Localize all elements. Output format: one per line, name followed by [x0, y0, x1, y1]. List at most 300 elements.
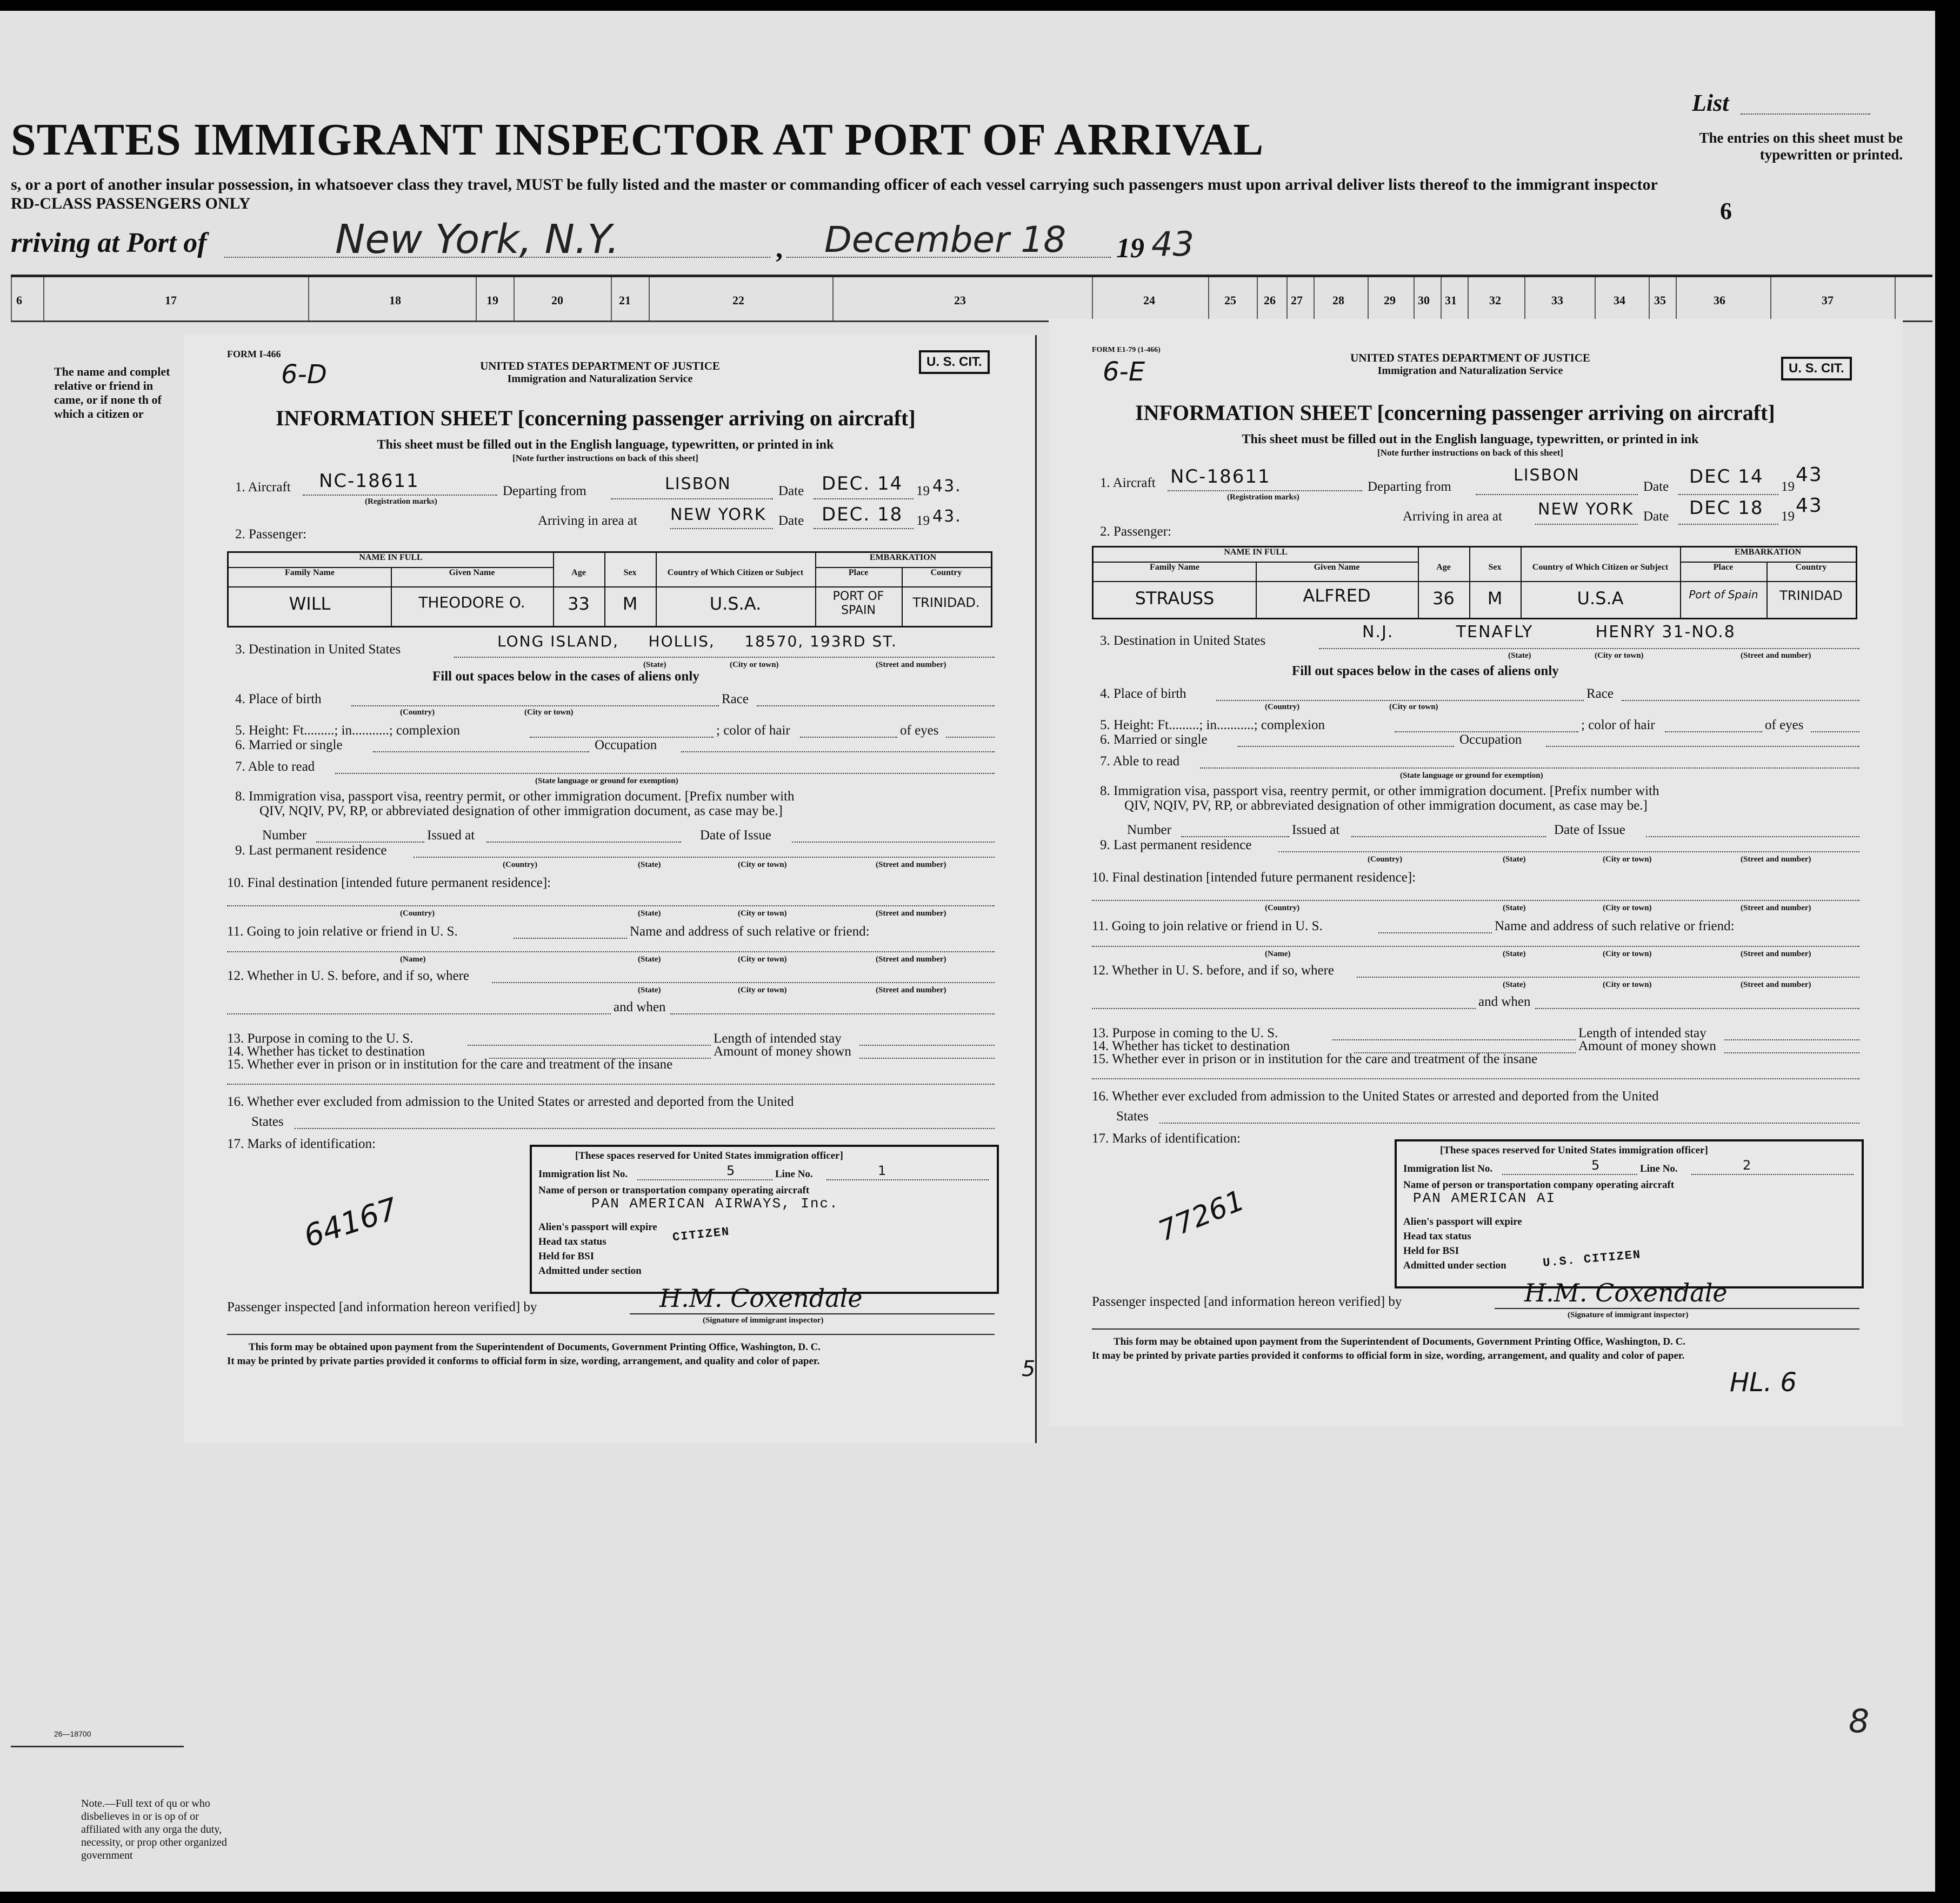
prison-line [1092, 1078, 1859, 1079]
dest-street-caption: (Street and number) [1741, 651, 1811, 660]
number-label: Number [1127, 823, 1171, 837]
col-31: 31 [1445, 293, 1457, 307]
given-name-value: ALFRED [1303, 585, 1371, 606]
sheet-subtitle: This sheet must be filled out in the English language, typewritten, or printed in ink [1242, 432, 1699, 446]
height-label: 5. Height: Ft.........; in...........; complexion [1100, 718, 1325, 732]
excluded-line-1: 16. Whether ever excluded from admission to the United States or arrested and deported from the United [227, 1094, 794, 1109]
given-name-header: Given Name [449, 568, 495, 577]
join-name-label: Name and address of such relative or friend: [630, 924, 870, 939]
date-label: Date [1643, 479, 1669, 494]
col-17: 17 [165, 293, 177, 307]
officer-box-header: [These spaces reserved for United States immigration officer] [1440, 1145, 1708, 1156]
sheet-subtitle: This sheet must be filled out in the English language, typewritten, or printed in ink [377, 438, 834, 452]
aircraft-line [303, 495, 497, 496]
form-annotation: 6-E [1103, 357, 1145, 387]
issue-date-line [792, 842, 995, 843]
length-line [1724, 1039, 1859, 1040]
depart-year: 43. [932, 477, 962, 496]
admitted-label: Admitted under section [1403, 1260, 1506, 1271]
year-prefix: 19 [916, 484, 930, 498]
prison-label: 15. Whether ever in prison or in institution for the care and treatment of the insane [227, 1057, 673, 1072]
residence-city-caption: (City or town) [738, 860, 787, 869]
bsi-label: Held for BSI [1403, 1245, 1459, 1257]
citizenship-header: Country of Which Citizen or Subject [667, 568, 804, 577]
embark-place-value: PORT OF SPAIN [832, 590, 884, 617]
list-no-value: 5 [726, 1163, 735, 1178]
join-street-caption: (Street and number) [1741, 950, 1811, 958]
join-name-label: Name and address of such relative or friend: [1495, 919, 1735, 933]
destination-value: N.J. TENAFLY HENRY 31-NO.8 [1362, 623, 1736, 642]
birth-label: 4. Place of birth [235, 692, 322, 706]
departing-line [611, 498, 773, 499]
embarkation-header: EMBARKATION [815, 553, 991, 568]
us-cit-badge: U. S. CIT. [1781, 357, 1852, 380]
before-city-caption: (City or town) [1603, 980, 1652, 989]
final-city-caption: (City or town) [1603, 904, 1652, 912]
join-name-caption: (Name) [1265, 950, 1291, 958]
issued-label: Issued at [427, 828, 475, 843]
before-label: 12. Whether in U. S. before, and if so, where [227, 969, 470, 983]
country-header: Country [1795, 563, 1827, 572]
signature-caption: (Signature of immigrant inspector) [703, 1316, 824, 1325]
before-state-caption: (State) [638, 986, 661, 994]
col-33: 33 [1551, 293, 1563, 307]
before-line [492, 982, 995, 983]
arriving-line [670, 528, 773, 529]
eyes-line [946, 737, 995, 738]
inspector-signature: H.M. Coxendale [1524, 1278, 1728, 1307]
list-label: List [1692, 90, 1729, 116]
birth-city-caption: (City or town) [524, 708, 574, 717]
eyes-label: of eyes [900, 723, 939, 738]
join-state-caption: (State) [1503, 950, 1526, 958]
marks-label: 17. Marks of identification: [1092, 1131, 1241, 1146]
company-value: PAN AMERICAN AI [1413, 1190, 1556, 1206]
occupation-label: Occupation [1459, 732, 1522, 747]
inspector-signature: H.M. Coxendale [659, 1284, 863, 1313]
aircraft-label: 1. Aircraft [1100, 476, 1156, 490]
col-25: 25 [1224, 293, 1236, 307]
length-label: Length of intended stay [714, 1031, 842, 1046]
arrive-date-line [814, 528, 914, 529]
destination-line [454, 657, 995, 658]
hair-label: ; color of hair [716, 723, 790, 738]
aircraft-value: NC-18611 [1170, 466, 1271, 488]
aliens-only-heading: Fill out spaces below in the cases of aliens only [432, 669, 699, 684]
before-label: 12. Whether in U. S. before, and if so, where [1092, 963, 1335, 978]
depart-date-line [1678, 494, 1778, 495]
when-line [1535, 1008, 1859, 1009]
excluded-line-2: States [251, 1114, 284, 1129]
final-street-caption: (Street and number) [1741, 904, 1811, 912]
dest-state-caption: (State) [1508, 651, 1531, 660]
before-street-caption: (Street and number) [1741, 980, 1811, 989]
col-19: 19 [486, 293, 498, 307]
arrive-date-line [1678, 524, 1778, 525]
age-value: 36 [1432, 588, 1455, 609]
port-value: New York, N.Y. [335, 216, 619, 263]
footer-line-2: It may be printed by private parties provided it conforms to official form in size, wording, arrangement, and quality and color of paper. [1092, 1350, 1685, 1361]
family-name-value: WILL [289, 593, 331, 614]
ticket-label: 14. Whether has ticket to destination [227, 1044, 425, 1059]
hair-label: ; color of hair [1581, 718, 1655, 732]
before-street-caption: (Street and number) [876, 986, 946, 994]
form-number: FORM E1-79 (1-466) [1092, 346, 1161, 354]
residence-street-caption: (Street and number) [1741, 855, 1811, 864]
aircraft-value: NC-18611 [319, 470, 419, 492]
residence-line [414, 857, 995, 858]
residence-state-caption: (State) [1503, 855, 1526, 864]
embark-place-value: Port of Spain [1689, 588, 1758, 601]
aircraft-line [1168, 490, 1362, 491]
age-header: Age [1436, 563, 1451, 572]
length-label: Length of intended stay [1578, 1026, 1706, 1040]
number-label: Number [262, 828, 306, 843]
list-no-line [1502, 1174, 1637, 1175]
money-label: Amount of money shown [1578, 1039, 1716, 1053]
citizen-stamp: CITIZEN [671, 1225, 731, 1245]
excluded-line-1: 16. Whether ever excluded from admission to the United States or arrested and deported from the United [1092, 1089, 1659, 1104]
money-line [1724, 1052, 1859, 1053]
left-column-note: The name and complet relative or friend in came, or if none th of which a citizen or [54, 365, 170, 420]
occupation-line [1546, 746, 1859, 747]
eyes-line [1811, 731, 1859, 732]
destination-label: 3. Destination in United States [235, 642, 401, 657]
residence-label: 9. Last permanent residence [1100, 838, 1252, 852]
join-name-caption: (Name) [400, 955, 426, 964]
passenger-table [1092, 546, 1857, 619]
residence-country-caption: (Country) [1368, 855, 1403, 864]
age-value: 33 [568, 593, 590, 614]
issued-label: Issued at [1292, 823, 1340, 837]
place-header: Place [1713, 563, 1734, 572]
depart-date-line [814, 498, 914, 499]
bottom-rule [11, 1746, 184, 1747]
birth-country-caption: (Country) [400, 708, 435, 717]
race-line [1622, 700, 1859, 701]
form-annotation: 6-D [281, 359, 327, 390]
manifest-title: STATES IMMIGRANT INSPECTOR AT PORT OF ARRIVAL [11, 115, 1264, 165]
col-30: 30 [1418, 293, 1430, 307]
arrive-year: 43. [932, 507, 962, 526]
bottom-note: Note.—Full text of qu or who disbelieves in or is op of or affiliated with any orga the duty, necessity, or prop other organized government [81, 1798, 227, 1861]
department: UNITED STATES DEPARTMENT OF JUSTICE [480, 359, 720, 372]
join-line [514, 938, 627, 939]
length-line [859, 1045, 995, 1046]
company-value: PAN AMERICAN AIRWAYS, Inc. [591, 1196, 839, 1212]
final-destination-label: 10. Final destination [intended future permanent residence]: [227, 876, 551, 890]
final-state-caption: (State) [638, 909, 661, 918]
number-line [316, 842, 424, 843]
number-line [1181, 836, 1289, 837]
passenger-table [227, 551, 992, 627]
married-label: 6. Married or single [235, 738, 343, 752]
line-no-line [826, 1179, 989, 1180]
read-label: 7. Able to read [235, 759, 315, 774]
sheet-note: [Note further instructions on back of this sheet] [1377, 448, 1563, 458]
country-header: Country [930, 568, 962, 577]
final-destination-line [227, 905, 995, 906]
eyes-label: of eyes [1765, 718, 1804, 732]
bottom-code: 26—18700 [54, 1730, 91, 1738]
date-label-2: Date [1643, 509, 1669, 524]
right-margin-mark: 8 [1849, 1702, 1870, 1740]
line-no-value: 1 [878, 1163, 886, 1178]
ticket-label: 14. Whether has ticket to destination [1092, 1039, 1290, 1053]
line-no-line [1691, 1174, 1854, 1175]
col-26: 26 [1264, 293, 1276, 307]
read-line [335, 773, 995, 774]
citizenship-header: Country of Which Citizen or Subject [1532, 563, 1669, 572]
when-line [670, 1013, 995, 1014]
place-header: Place [848, 568, 869, 577]
col-32: 32 [1489, 293, 1501, 307]
footer-line-2: It may be printed by private parties provided it conforms to official form in size, wording, arrangement, and quality and color of paper. [227, 1356, 820, 1367]
issue-date-label: Date of Issue [700, 828, 771, 843]
depart-year: 43 [1796, 464, 1823, 486]
officer-box [530, 1145, 999, 1294]
sheet-title: INFORMATION SHEET [concerning passenger arriving on aircraft] [276, 406, 916, 430]
service: Immigration and Naturalization Service [1377, 365, 1563, 377]
married-line [373, 751, 589, 752]
sex-value: M [1487, 588, 1503, 609]
col-6: 6 [16, 293, 22, 307]
list-no-value: 5 [1591, 1158, 1600, 1173]
line-no-value: 2 [1743, 1158, 1751, 1173]
marks-label: 17. Marks of identification: [227, 1137, 376, 1151]
date-value: December 18 [824, 219, 1066, 261]
departing-label: Departing from [1368, 479, 1451, 494]
when-label: and when [1478, 994, 1531, 1009]
prison-label: 15. Whether ever in prison or in institution for the care and treatment of the insane [1092, 1052, 1538, 1066]
typewritten-instruction: The entries on this sheet must be typewritten or printed. [1699, 130, 1903, 163]
read-line [1200, 767, 1859, 769]
sheet-number: 6 [1720, 198, 1732, 224]
family-name-header: Family Name [285, 568, 335, 577]
form-number: FORM I-466 [227, 349, 281, 359]
aliens-only-heading: Fill out spaces below in the cases of aliens only [1292, 664, 1559, 678]
join-address-line [1092, 946, 1859, 947]
join-address-line [227, 951, 995, 952]
birth-line [1216, 700, 1584, 701]
excluded-line [295, 1128, 995, 1129]
before-line-2 [227, 1013, 611, 1014]
corner-mark: HL. 6 [1730, 1367, 1797, 1398]
passenger-label: 2. Passenger: [1100, 524, 1171, 539]
before-line-2 [1092, 1008, 1476, 1009]
visa-line-2: QIV, NQIV, PV, RP, or abbreviated designation of other immigration document, as case may be.] [259, 804, 783, 818]
head-tax-label: Head tax status [538, 1236, 606, 1247]
arriving-label: rriving at Port of [11, 228, 207, 258]
visa-line-1: 8. Immigration visa, passport visa, reentry permit, or other immigration document. [Prefix number with [1100, 784, 1659, 798]
when-label: and when [614, 1000, 666, 1014]
race-line [757, 705, 995, 706]
purpose-line [1332, 1039, 1576, 1040]
embark-country-value: TRINIDAD. [912, 595, 980, 610]
final-city-caption: (City or town) [738, 909, 787, 918]
company-label: Name of person or transportation company operating aircraft [538, 1185, 810, 1196]
married-label: 6. Married or single [1100, 732, 1208, 747]
join-label: 11. Going to join relative or friend in U. S. [1092, 919, 1323, 933]
sex-header: Sex [1488, 563, 1502, 572]
residence-line [1278, 851, 1859, 852]
purpose-line [468, 1045, 711, 1046]
race-label: Race [722, 692, 749, 706]
name-in-full-header: NAME IN FULL [229, 553, 553, 568]
prison-line [227, 1084, 995, 1085]
destination-label: 3. Destination in United States [1100, 633, 1266, 648]
issued-line [486, 842, 681, 843]
residence-state-caption: (State) [638, 860, 661, 869]
manifest-class-line: RD-CLASS PASSENGERS ONLY [11, 195, 251, 212]
col-27: 27 [1291, 293, 1303, 307]
arrive-date-value: DEC 18 [1689, 497, 1764, 519]
join-label: 11. Going to join relative or friend in U. S. [227, 924, 458, 939]
birth-label: 4. Place of birth [1100, 686, 1186, 701]
information-sheet-left [184, 335, 1037, 1443]
read-label: 7. Able to read [1100, 754, 1180, 769]
birth-city-caption: (City or town) [1389, 703, 1438, 711]
before-city-caption: (City or town) [738, 986, 787, 994]
departing-line [1476, 494, 1638, 495]
line-no-label: Line No. [775, 1168, 813, 1180]
sheet-note: [Note further instructions on back of this sheet] [512, 453, 698, 463]
col-18: 18 [389, 293, 401, 307]
year-prefix: 19 [1116, 233, 1144, 264]
embarkation-header: EMBARKATION [1680, 547, 1856, 563]
col-35: 35 [1654, 293, 1666, 307]
date-label: Date [778, 484, 804, 498]
embark-country-value: TRINIDAD [1779, 588, 1843, 603]
passport-expire-label: Alien's passport will expire [1403, 1216, 1522, 1227]
family-name-header: Family Name [1150, 563, 1199, 572]
dest-city-caption: (City or town) [1595, 651, 1644, 660]
col-36: 36 [1714, 293, 1725, 307]
join-line [1378, 932, 1492, 933]
departing-value: LISBON [1514, 466, 1580, 485]
final-destination-line [1092, 900, 1859, 901]
purpose-label: 13. Purpose in coming to the U. S. [227, 1031, 414, 1046]
residence-street-caption: (Street and number) [876, 860, 946, 869]
list-no-label: Immigration list No. [538, 1168, 628, 1180]
signature-caption: (Signature of immigrant inspector) [1568, 1311, 1689, 1319]
family-name-value: STRAUSS [1135, 588, 1215, 609]
line-no-label: Line No. [1640, 1163, 1678, 1174]
officer-box-header: [These spaces reserved for United States immigration officer] [575, 1150, 843, 1161]
issue-date-label: Date of Issue [1554, 823, 1625, 837]
visa-line-1: 8. Immigration visa, passport visa, reentry permit, or other immigration document. [Prefix number with [235, 789, 795, 804]
list-no-label: Immigration list No. [1403, 1163, 1493, 1174]
depart-date-value: DEC. 14 [822, 473, 903, 495]
arriving-line [1535, 524, 1638, 525]
excluded-line-2: States [1116, 1109, 1149, 1124]
identification-mark: 77261 [1154, 1184, 1249, 1248]
join-city-caption: (City or town) [738, 955, 787, 964]
before-state-caption: (State) [1503, 980, 1526, 989]
col-28: 28 [1332, 293, 1344, 307]
money-line [859, 1058, 995, 1059]
dest-state-caption: (State) [643, 660, 666, 669]
bsi-label: Held for BSI [538, 1251, 595, 1262]
occupation-label: Occupation [595, 738, 657, 752]
footer-rule [227, 1334, 995, 1335]
join-city-caption: (City or town) [1603, 950, 1652, 958]
issue-date-line [1646, 836, 1859, 837]
arrive-date-value: DEC. 18 [822, 504, 903, 525]
signature-line [630, 1313, 995, 1314]
year-suffix: 43 [1151, 224, 1194, 264]
dest-city-caption: (City or town) [730, 660, 779, 669]
col-34: 34 [1614, 293, 1625, 307]
col-22: 22 [732, 293, 744, 307]
signature-line [1495, 1308, 1859, 1309]
read-caption: (State language or ground for exemption) [1400, 771, 1543, 780]
col-23: 23 [954, 293, 966, 307]
dest-street-caption: (Street and number) [876, 660, 946, 669]
citizen-stamp: U.S. CITIZEN [1542, 1248, 1642, 1270]
sex-value: M [622, 593, 638, 614]
join-street-caption: (Street and number) [876, 955, 946, 964]
admitted-label: Admitted under section [538, 1265, 642, 1277]
arriving-value: NEW YORK [670, 505, 766, 524]
final-street-caption: (Street and number) [876, 909, 946, 918]
hair-line [800, 737, 897, 738]
head-tax-label: Head tax status [1403, 1231, 1471, 1242]
inspected-label: Passenger inspected [and information hereon verified] by [1092, 1294, 1402, 1309]
service: Immigration and Naturalization Service [507, 373, 693, 385]
registration-caption: (Registration marks) [365, 497, 437, 506]
hair-line [1665, 731, 1762, 732]
destination-value: LONG ISLAND, HOLLIS, 18570, 193RD ST. [497, 632, 897, 650]
married-line [1238, 746, 1454, 747]
birth-country-caption: (Country) [1265, 703, 1300, 711]
arriving-value: NEW YORK [1538, 500, 1634, 519]
list-no-line [637, 1179, 772, 1180]
manifest-instruction-line: s, or a port of another insular possession, in whatsoever class they travel, MUST be fully listed and the master or commanding officer of each vessel carrying such passengers must upon arrival deliver lists thereof to the immigrant inspector [11, 176, 1658, 193]
sex-header: Sex [623, 568, 637, 577]
sheet-title: INFORMATION SHEET [concerning passenger arriving on aircraft] [1135, 400, 1775, 425]
footer-line-1: This form may be obtained upon payment from the Superintendent of Documents, Government Printing Office, Washington, D. C. [1114, 1336, 1686, 1347]
information-sheet-right [1049, 319, 1903, 1427]
residence-country-caption: (Country) [503, 860, 538, 869]
depart-date-value: DEC 14 [1689, 466, 1764, 488]
column-number-bar [11, 275, 1932, 322]
money-label: Amount of money shown [714, 1044, 851, 1059]
read-caption: (State language or ground for exemption) [535, 777, 678, 785]
final-state-caption: (State) [1503, 904, 1526, 912]
list-underline [1741, 113, 1870, 115]
col-24: 24 [1143, 293, 1155, 307]
officer-box [1395, 1139, 1864, 1288]
residence-city-caption: (City or town) [1603, 855, 1652, 864]
visa-line-2: QIV, NQIV, PV, RP, or abbreviated designation of other immigration document, as case may be.] [1124, 798, 1648, 813]
arrive-year: 43 [1796, 495, 1823, 517]
birth-line [351, 705, 719, 706]
inspected-label: Passenger inspected [and information hereon verified] by [227, 1300, 537, 1314]
citizenship-value: U.S.A [1577, 588, 1624, 609]
issued-line [1351, 836, 1546, 837]
identification-mark: 64167 [299, 1191, 402, 1254]
year-prefix-2: 19 [1781, 509, 1795, 524]
final-country-caption: (Country) [1265, 904, 1300, 912]
col-29: 29 [1384, 293, 1396, 307]
us-cit-badge: U. S. CIT. [919, 350, 990, 374]
given-name-value: THEODORE O. [418, 593, 525, 611]
arriving-label: Arriving in area at [1403, 509, 1502, 524]
excluded-line [1159, 1123, 1859, 1124]
residence-label: 9. Last permanent residence [235, 843, 387, 858]
departing-label: Departing from [503, 484, 586, 498]
